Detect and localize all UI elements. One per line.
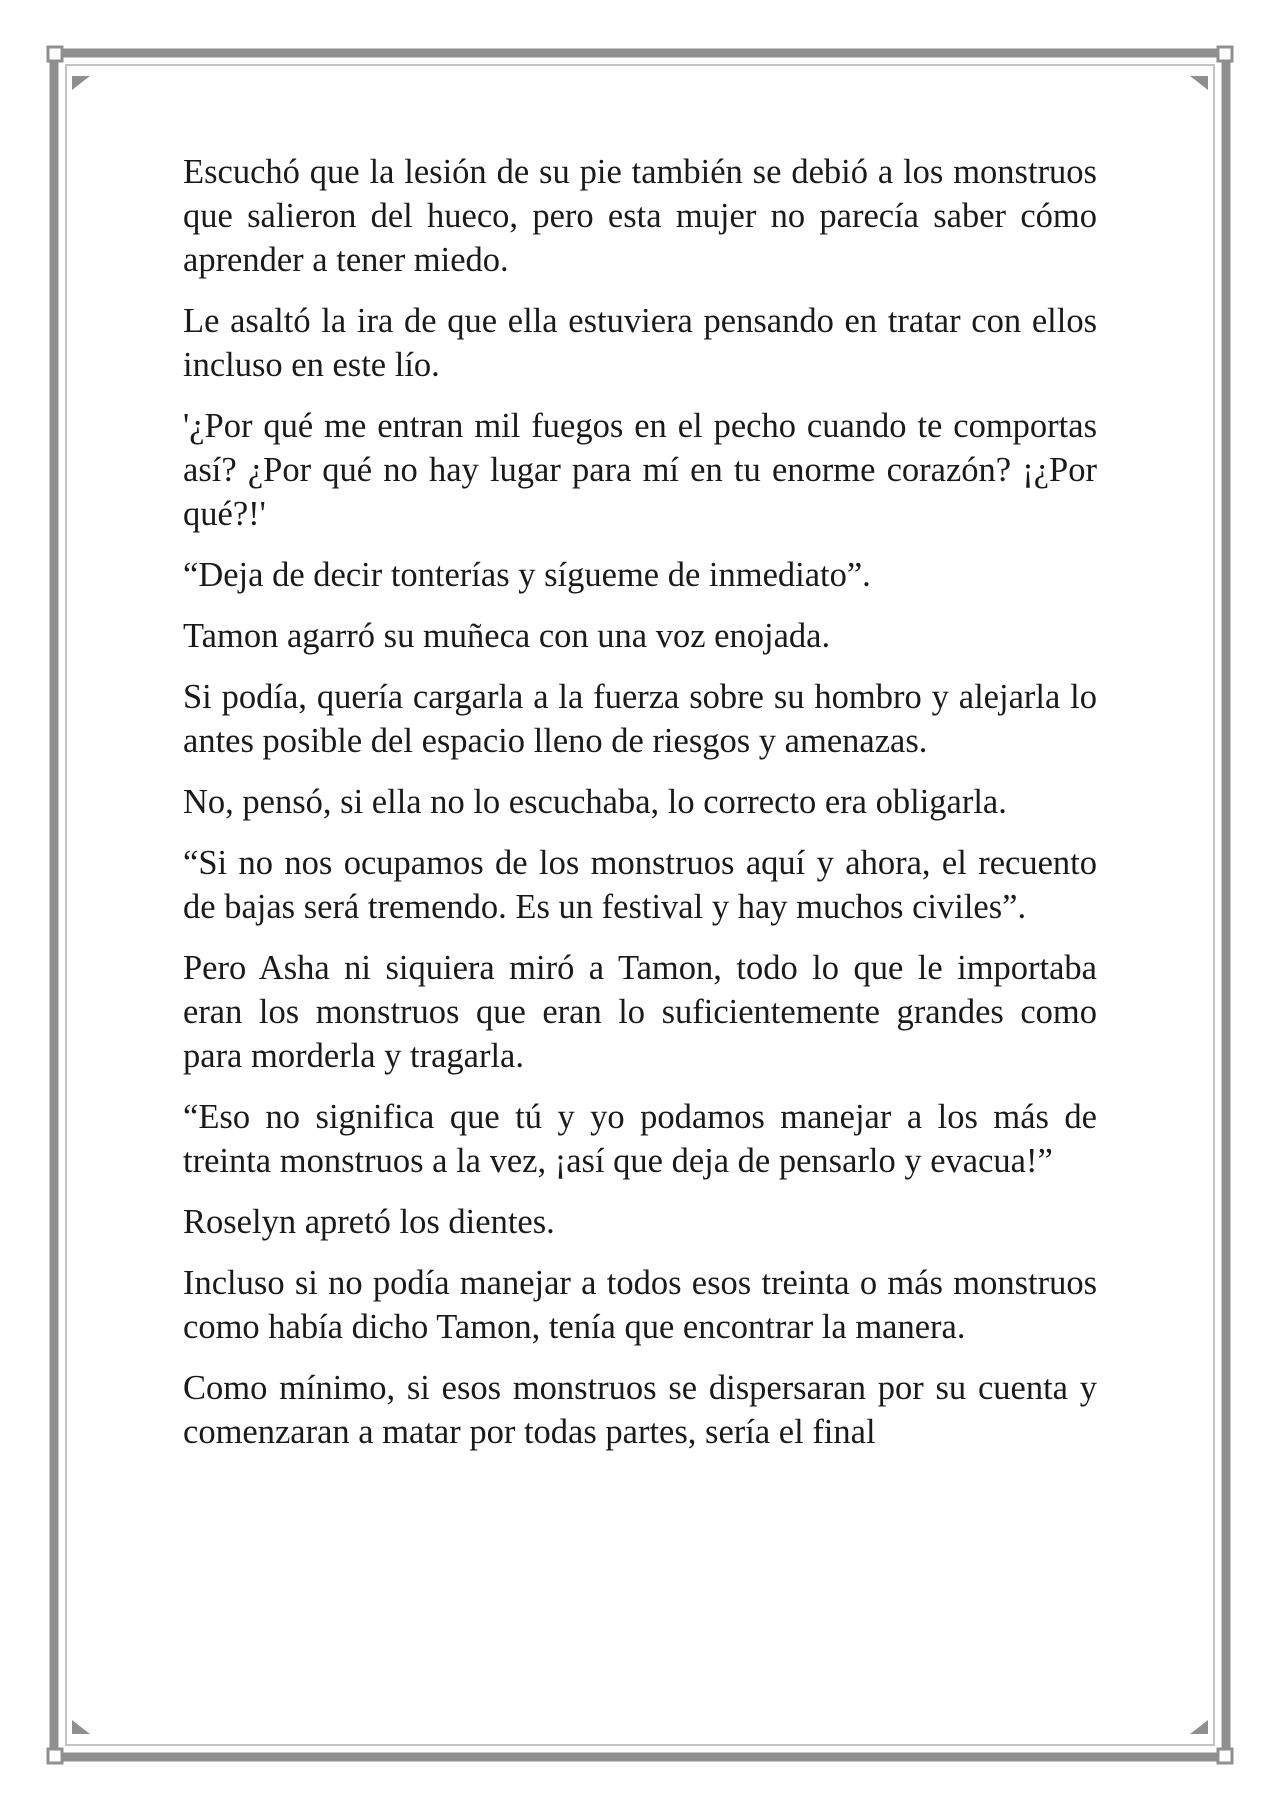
paragraph: Pero Asha ni siquiera miró a Tamon, todo lo que le importaba eran los monstruos que eran lo suficientemente grandes como para morderla y tragarla. [183, 949, 1097, 1075]
paragraph: Roselyn apretó los dientes. [183, 1203, 555, 1241]
paragraph: “Si no nos ocupamos de los monstruos aquí y ahora, el recuento de bajas será tremendo. Es un festival y hay muchos civiles”. [183, 844, 1097, 926]
paragraph: '¿Por qué me entran mil fuegos en el pecho cuando te comportas así? ¿Por qué no hay lugar para mí en tu enorme corazón? ¡¿Por qué?!' [183, 407, 1097, 533]
page-body-text [183, 150, 1097, 1471]
paragraph: “Deja de decir tonterías y sígueme de inmediato”. [183, 556, 871, 594]
paragraph: Le asaltó la ira de que ella estuviera pensando en tratar con ellos incluso en este lío. [183, 302, 1097, 384]
paragraph: Como mínimo, si esos monstruos se dispersaran por su cuenta y comenzaran a matar por todas partes, sería el final [183, 1369, 1097, 1451]
paragraph: Tamon agarró su muñeca con una voz enojada. [183, 617, 831, 655]
paragraph: Si podía, quería cargarla a la fuerza sobre su hombro y alejarla lo antes posible del espacio lleno de riesgos y amenazas. [183, 678, 1097, 760]
paragraph: “Eso no significa que tú y yo podamos manejar a los más de treinta monstruos a la vez, ¡así que deja de pensarlo y evacua!” [183, 1098, 1097, 1180]
paragraph: No, pensó, si ella no lo escuchaba, lo correcto era obligarla. [183, 783, 1007, 821]
paragraph: Escuchó que la lesión de su pie también se debió a los monstruos que salieron del hueco, pero esta mujer no parecía saber cómo aprender a tener miedo. [183, 153, 1097, 279]
paragraph: Incluso si no podía manejar a todos esos treinta o más monstruos como había dicho Tamon, tenía que encontrar la manera. [183, 1264, 1097, 1346]
